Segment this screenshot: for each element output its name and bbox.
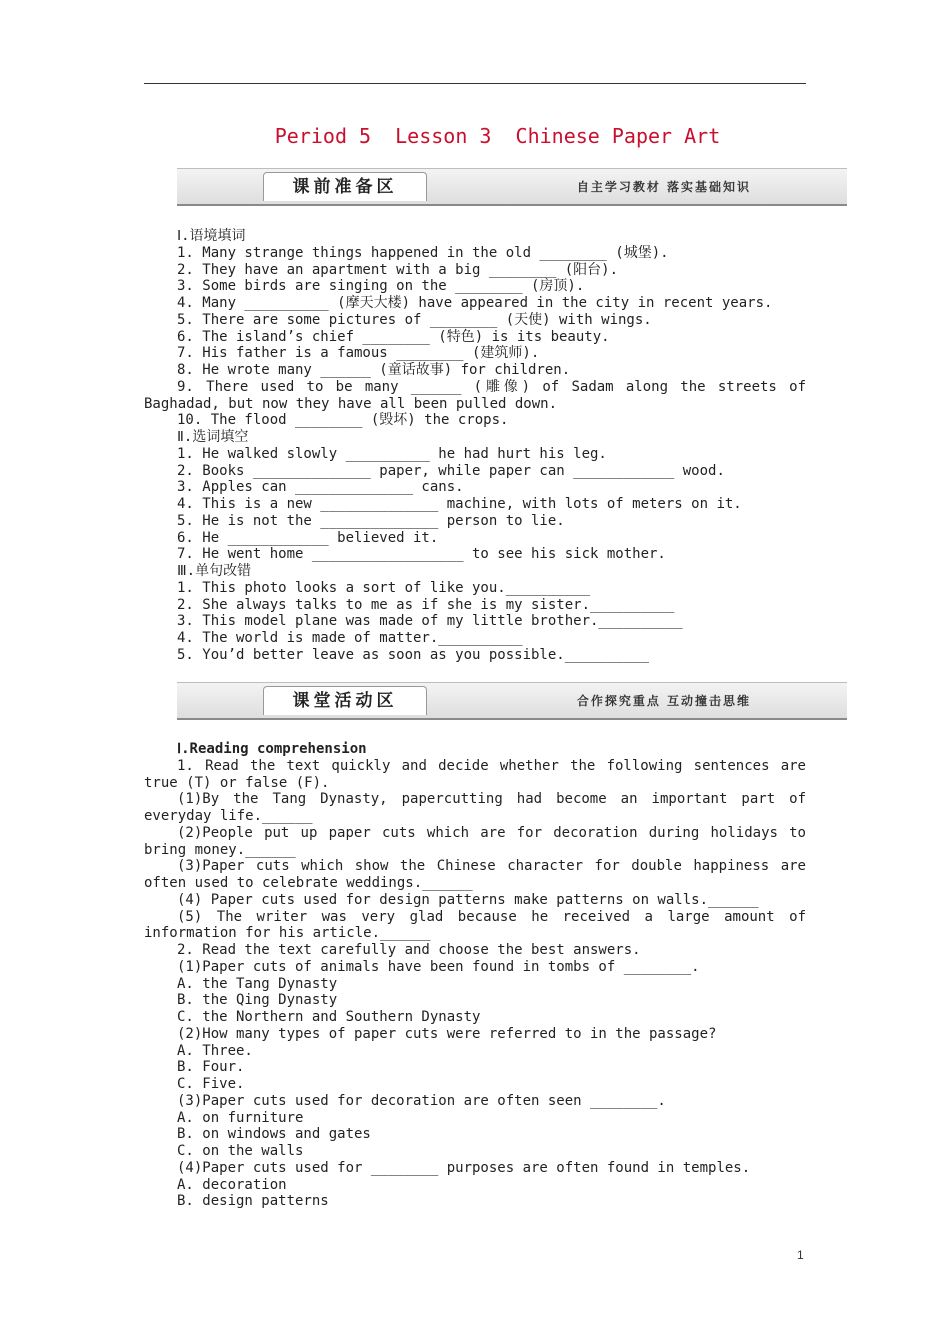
text-line: 10. The flood ________ (毁坏) the crops. (177, 412, 509, 429)
section-tab-label: 课堂活动区 (263, 686, 427, 715)
text-line: (2)People put up paper cuts which are for decoration during holidays to (177, 824, 806, 841)
page-number: 1 (797, 1248, 804, 1262)
section-banner-preview (177, 168, 847, 206)
text-line: Ⅰ.语境填词 (177, 228, 246, 244)
text-line: (3)Paper cuts used for decoration are often seen ________. (177, 1092, 666, 1109)
text-line: Ⅰ.Reading comprehension (177, 741, 367, 757)
text-line: A. decoration (177, 1176, 287, 1193)
text-line: 1. He walked slowly __________ he had hurt his leg. (177, 445, 607, 462)
text-line: 2. She always talks to me as if she is my sister.__________ (177, 596, 675, 613)
section-slogan: 合作探究重点 互动撞击思维 (576, 694, 751, 708)
text-line: (4) Paper cuts used for design patterns make patterns on walls.______ (177, 891, 759, 908)
text-line: Ⅲ.单句改错 (177, 563, 252, 579)
text-line: B. the Qing Dynasty (177, 992, 338, 1009)
text-line: 2. Books ______________ paper, while paper can ____________ wood. (177, 462, 725, 479)
text-line: 3. This model plane was made of my little brother.__________ (177, 613, 683, 630)
text-line: (1)Paper cuts of animals have been found in tombs of ________. (177, 958, 700, 975)
text-line: 4. This is a new ______________ machine, with lots of meters on it. (177, 496, 742, 512)
text-line: often used to celebrate weddings.______ (144, 875, 473, 891)
text-line: 5. You’d better leave as soon as you possible.__________ (177, 646, 650, 663)
section-banner-classroom (177, 682, 847, 720)
text-line: B. Four. (177, 1059, 245, 1076)
page-title: Period 5 Lesson 3 Chinese Paper Art (274, 124, 721, 148)
text-line: C. on the walls (177, 1143, 304, 1159)
text-line: 2. Read the text carefully and choose the best answers. (177, 942, 641, 958)
text-line: 6. He ____________ believed it. (177, 529, 439, 546)
text-line: C. Five. (177, 1076, 245, 1092)
text-line: 4. The world is made of matter.__________ (177, 630, 523, 646)
text-line: (4)Paper cuts used for ________ purposes are often found in temples. (177, 1159, 751, 1176)
text-line: 8. He wrote many ______ (童话故事) for children. (177, 362, 571, 378)
text-line: 5. There are some pictures of ________ (天使) with wings. (177, 311, 652, 328)
text-line: Ⅱ.选词填空 (177, 429, 249, 445)
text-line: (2)How many types of paper cuts were referred to in the passage? (177, 1025, 717, 1042)
text-line: A. on furniture (177, 1109, 304, 1126)
header-rule (144, 83, 806, 84)
text-line: 2. They have an apartment with a big ________ (阳台). (177, 261, 619, 278)
text-line: (1)By the Tang Dynasty, papercutting had become an important part of (177, 791, 806, 808)
text-line: C. the Northern and Southern Dynasty (177, 1009, 481, 1025)
text-line: 7. His father is a famous ________ (建筑师). (177, 345, 540, 362)
text-line: 3. Apples can ______________ cans. (177, 479, 464, 496)
text-line: 5. He is not the ______________ person to lie. (177, 512, 565, 529)
text-line: B. on windows and gates (177, 1126, 371, 1143)
text-line: 7. He went home __________________ to see his sick mother. (177, 546, 666, 563)
text-line: everyday life.______ (144, 808, 313, 824)
text-line: (3)Paper cuts which show the Chinese character for double happiness are (177, 858, 806, 875)
text-line: Baghadad, but now they have all been pulled down. (144, 395, 558, 412)
section-tab-label: 课前准备区 (263, 172, 427, 201)
section-slogan: 自主学习教材 落实基础知识 (576, 180, 751, 194)
text-line: A. Three. (177, 1042, 253, 1059)
text-line: 9. There used to be many ______ (雕像) of Sadam along the streets of (177, 378, 806, 395)
text-line: true (T) or false (F). (144, 774, 330, 791)
text-line: information for his article.______ (144, 925, 431, 942)
text-line: 1. Read the text quickly and decide whether the following sentences are (177, 757, 806, 774)
text-line: 3. Some birds are singing on the ________ (房顶). (177, 278, 585, 295)
text-line: 6. The island’s chief ________ (特色) is its beauty. (177, 328, 610, 345)
text-line: A. the Tang Dynasty (177, 975, 338, 992)
text-line: 1. Many strange things happened in the old ________ (城堡). (177, 244, 669, 261)
text-line: 1. This photo looks a sort of like you.__________ (177, 579, 591, 596)
text-line: B. design patterns (177, 1193, 329, 1210)
text-line: bring money.______ (144, 841, 296, 858)
text-line: 4. Many __________ (摩天大楼) have appeared in the city in recent years. (177, 295, 773, 311)
text-line: (5) The writer was very glad because he received a large amount of (177, 908, 806, 925)
